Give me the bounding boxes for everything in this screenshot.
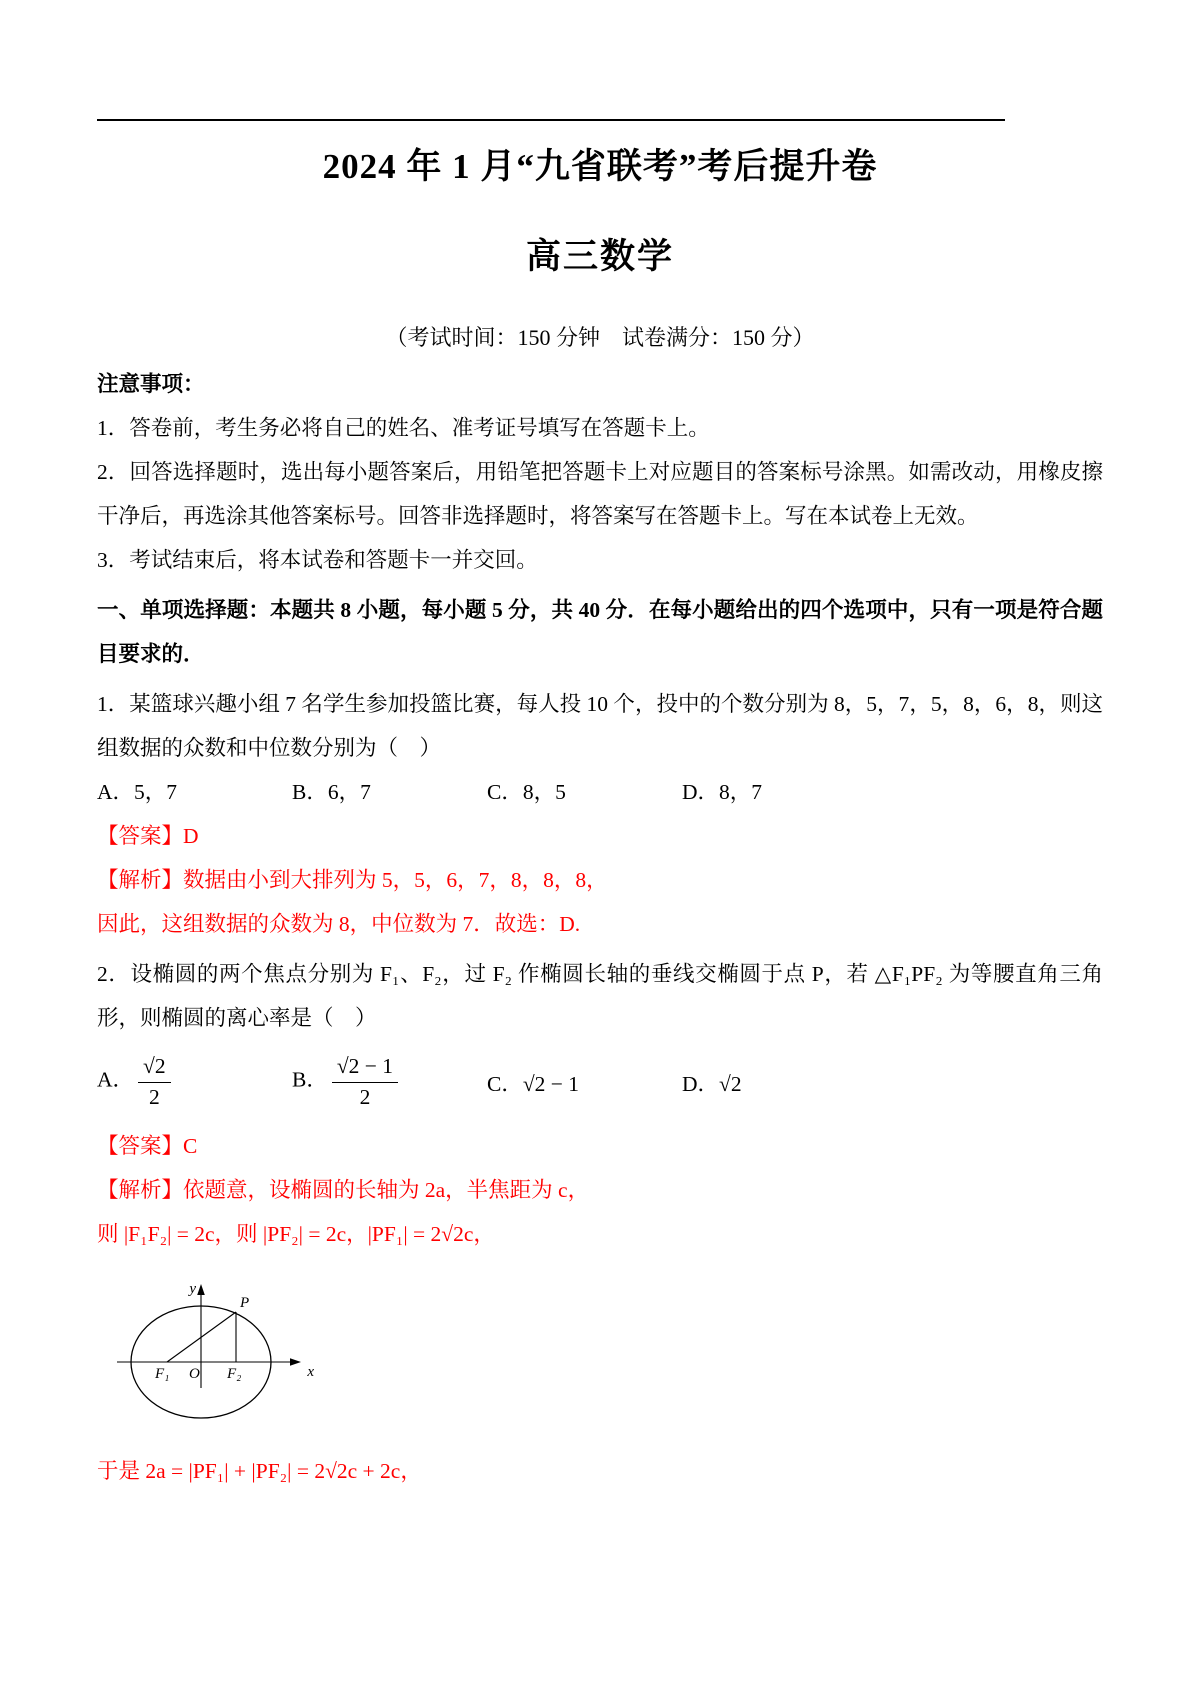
figure-label-y: y [189, 1281, 196, 1297]
figure-label-o: O [189, 1366, 200, 1382]
q2-option-b-label: B． [292, 1067, 328, 1092]
section1-heading: 一、单项选择题：本题共 8 小题，每小题 5 分，共 40 分．在每小题给出的四个选项中，只有一项是符合题目要求的． [97, 598, 1103, 666]
figure-label-p: P [240, 1295, 250, 1311]
q2-option-a [97, 1054, 292, 1109]
q2-options-row [97, 1040, 1103, 1124]
q2-option-a-numerator: √2 [138, 1054, 171, 1083]
q2-analysis-label: 【解析】 [97, 1178, 184, 1202]
q2-analysis-line1 [97, 1168, 1103, 1212]
q2-analysis-line2 [97, 1212, 1103, 1256]
header-divider [97, 119, 1005, 121]
figure-label-f1: F₁ [155, 1366, 170, 1382]
note-item-2: 2．回答选择题时，选出每小题答案后，用铅笔把答题卡上对应题目的答案标号涂黑。如需改动，用橡皮擦干净后，再选涂其他答案标号。回答非选择题时，将答案写在答题卡上。写在本试卷上无效。 [97, 460, 1103, 528]
q2-answer-line [97, 1124, 1103, 1168]
exam-subject: 高三数学 [525, 237, 674, 276]
q1-text: 1．某篮球兴趣小组 7 名学生参加投篮比赛，每人投 10 个，投中的个数分别为 8，5，7，5，8，6，8，则这组数据的众数和中位数分别为（ ） [97, 692, 1103, 760]
q1-option-b: B．6，7 [292, 780, 371, 804]
q2-option-c-label: C． [487, 1071, 523, 1096]
note-item-3: 3．考试结束后，将本试卷和答题卡一并交回。 [97, 548, 538, 572]
q2-analysis-text1: 依题意，设椭圆的长轴为 2a，半焦距为 c， [183, 1178, 590, 1202]
q2-option-c-value: √2 − 1 [522, 1071, 580, 1096]
q1-answer-line [97, 814, 1103, 858]
q2-option-d-label: D． [682, 1071, 720, 1096]
q2-figure-container [101, 1272, 1103, 1439]
q2-option-b-numerator: √2 − 1 [332, 1054, 398, 1083]
q2-option-a-label: A． [97, 1067, 135, 1092]
q2-text: 2．设椭圆的两个焦点分别为 F₁、F₂，过 F₂ 作椭圆长轴的垂线交椭圆于点 P，若 △F₁PF₂ 为等腰直角三角形，则椭圆的离心率是（ ） [97, 962, 1103, 1030]
x-axis-arrow [290, 1358, 301, 1366]
q2-answer-value: C [183, 1134, 198, 1158]
ellipse-figure [101, 1272, 316, 1434]
q1-answer-value: D [183, 824, 199, 848]
notes-heading: 注意事项： [97, 372, 205, 396]
q1-option-a: A．5，7 [97, 780, 178, 804]
q2-option-b-fraction [332, 1054, 398, 1109]
y-axis-arrow [197, 1284, 205, 1295]
q1-analysis-line2 [97, 902, 1103, 946]
q1-option-d: D．8，7 [682, 780, 763, 804]
q2-analysis-line3 [97, 1449, 1103, 1493]
q1-options-row [97, 770, 1103, 814]
q1-answer-label: 【答案】 [97, 824, 184, 848]
q2-analysis-text3: 于是 2a = |PF₁| + |PF₂| = 2√2c + 2c， [97, 1459, 422, 1483]
q1-analysis-text2: 因此，这组数据的众数为 8，中位数为 7．故选：D. [97, 912, 581, 936]
q2-option-d-value: √2 [719, 1071, 742, 1096]
q1-analysis-label: 【解析】 [97, 868, 184, 892]
q2-analysis-text2: 则 |F₁F₂| = 2c，则 |PF₂| = 2c，|PF₁| = 2√2c， [97, 1222, 495, 1246]
q1-analysis-line1 [97, 858, 1103, 902]
figure-label-f2: F₂ [227, 1366, 242, 1382]
q2-option-d [682, 1067, 877, 1098]
q1-option-c: C．8，5 [487, 780, 566, 804]
q2-option-a-fraction [138, 1054, 171, 1109]
q2-option-c [487, 1067, 682, 1098]
exam-info-line: （考试时间：150 分钟 试卷满分：150 分） [385, 325, 815, 350]
q2-answer-label: 【答案】 [97, 1134, 184, 1158]
q2-option-a-denominator: 2 [148, 1085, 160, 1109]
note-item-1: 1．答卷前，考生务必将自己的姓名、准考证号填写在答题卡上。 [97, 416, 710, 440]
figure-label-x: x [307, 1364, 314, 1380]
q2-option-b [292, 1054, 487, 1109]
q2-option-b-denominator: 2 [359, 1085, 371, 1109]
exam-title: 2024 年 1 月“九省联考”考后提升卷 [322, 147, 878, 186]
q1-analysis-text1: 数据由小到大排列为 5，5，6，7，8，8，8， [183, 868, 608, 892]
